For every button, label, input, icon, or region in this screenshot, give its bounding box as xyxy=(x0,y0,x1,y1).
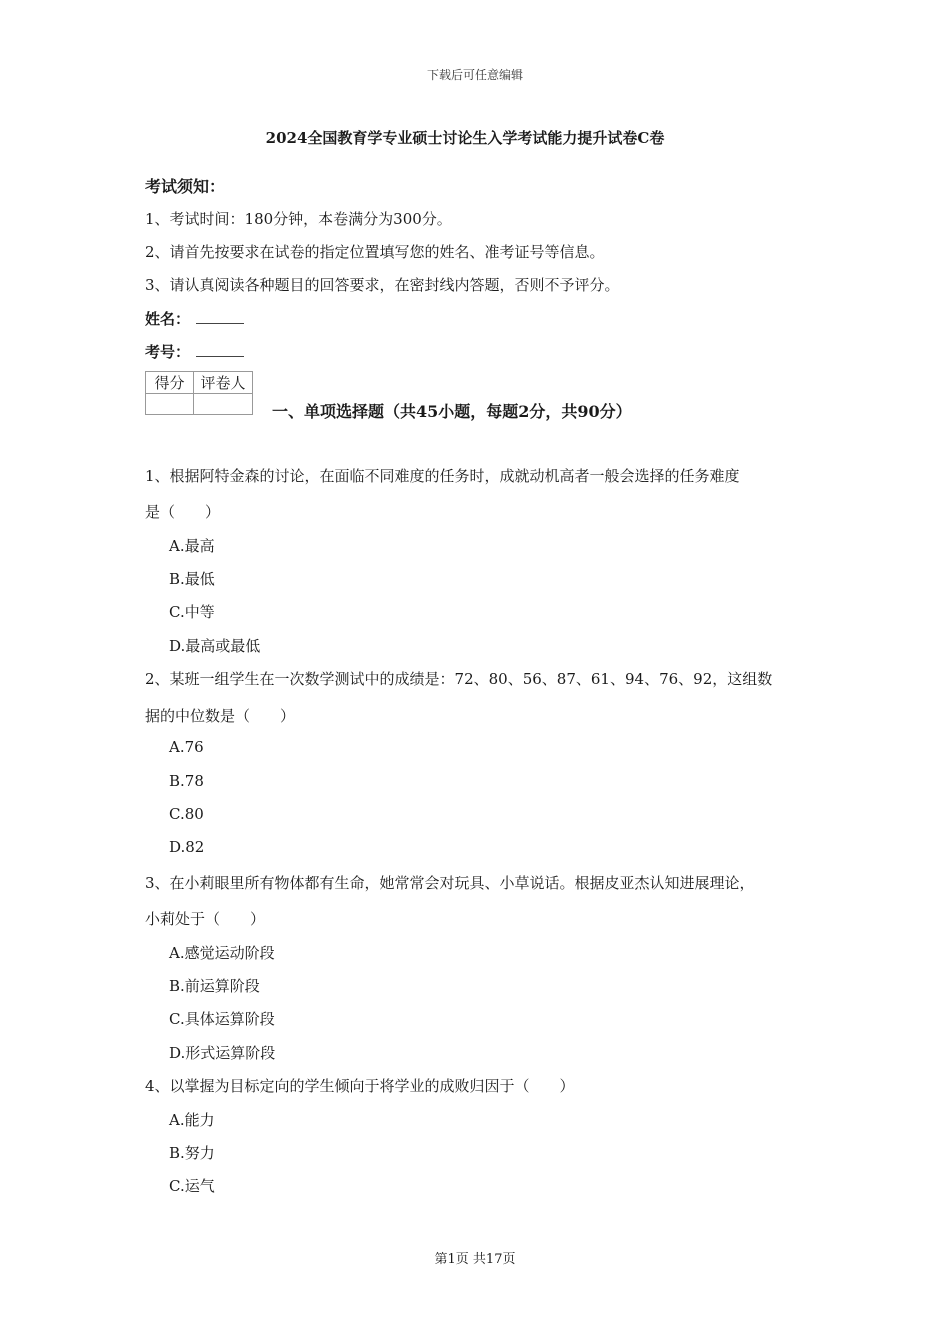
question-2-option[interactable]: C.80 xyxy=(169,805,204,823)
question-1-option[interactable]: C.中等 xyxy=(169,603,215,621)
id-blank[interactable] xyxy=(196,342,244,357)
question-2-option[interactable]: A.76 xyxy=(169,738,204,756)
name-label: 姓名： xyxy=(145,310,191,328)
notice-heading: 考试须知： xyxy=(145,177,226,196)
question-1-option[interactable]: D.最高或最低 xyxy=(169,637,261,655)
score-header: 得分 xyxy=(146,372,194,394)
question-4-text: 4、以掌握为目标定向的学生倾向于将学业的成败归因于（ ） xyxy=(145,1077,575,1095)
question-2-text-cont: 据的中位数是（ ） xyxy=(145,707,296,725)
question-1-text: 1、根据阿特金森的讨论，在面临不同难度的任务时，成就动机高者一般会选择的任务难度 xyxy=(145,467,740,485)
question-4-option[interactable]: A.能力 xyxy=(169,1111,215,1129)
question-3-option[interactable]: C.具体运算阶段 xyxy=(169,1010,275,1028)
name-field[interactable] xyxy=(145,308,244,329)
question-1-option[interactable]: A.最高 xyxy=(169,537,215,555)
question-1-text-cont: 是（ ） xyxy=(145,503,221,521)
question-2-option[interactable]: B.78 xyxy=(169,772,204,790)
score-cell[interactable] xyxy=(146,394,194,415)
page-footer: 第1页 共17页 xyxy=(434,1252,516,1267)
question-2-option[interactable]: D.82 xyxy=(169,838,205,856)
grader-cell[interactable] xyxy=(194,394,253,415)
notice-item: 3、请认真阅读各种题目的回答要求，在密封线内答题，否则不予评分。 xyxy=(145,276,620,294)
question-1-option[interactable]: B.最低 xyxy=(169,570,215,588)
question-4-option[interactable]: B.努力 xyxy=(169,1144,215,1162)
grader-header: 评卷人 xyxy=(194,372,253,394)
notice-item: 1、考试时间：180分钟，本卷满分为300分。 xyxy=(145,210,452,228)
score-table xyxy=(145,371,253,415)
id-label: 考号： xyxy=(145,343,191,361)
section-title: 一、单项选择题（共45小题，每题2分，共90分） xyxy=(272,402,632,421)
question-3-option[interactable]: D.形式运算阶段 xyxy=(169,1044,276,1062)
question-3-text-cont: 小莉处于（ ） xyxy=(145,910,266,928)
header-note: 下载后可任意编辑 xyxy=(426,68,523,82)
question-3-option[interactable]: A.感觉运动阶段 xyxy=(169,944,275,962)
name-blank[interactable] xyxy=(196,309,244,324)
question-4-option[interactable]: C.运气 xyxy=(169,1177,215,1195)
exam-title: 2024全国教育学专业硕士讨论生入学考试能力提升试卷C卷 xyxy=(265,129,665,147)
question-2-text: 2、某班一组学生在一次数学测试中的成绩是：72、80、56、87、61、94、76、92，这组数 xyxy=(145,670,773,688)
question-3-option[interactable]: B.前运算阶段 xyxy=(169,977,260,995)
id-field[interactable] xyxy=(145,341,244,362)
notice-item: 2、请首先按要求在试卷的指定位置填写您的姓名、准考证号等信息。 xyxy=(145,243,605,261)
question-3-text: 3、在小莉眼里所有物体都有生命，她常常会对玩具、小草说话。根据皮亚杰认知进展理论， xyxy=(145,874,755,892)
